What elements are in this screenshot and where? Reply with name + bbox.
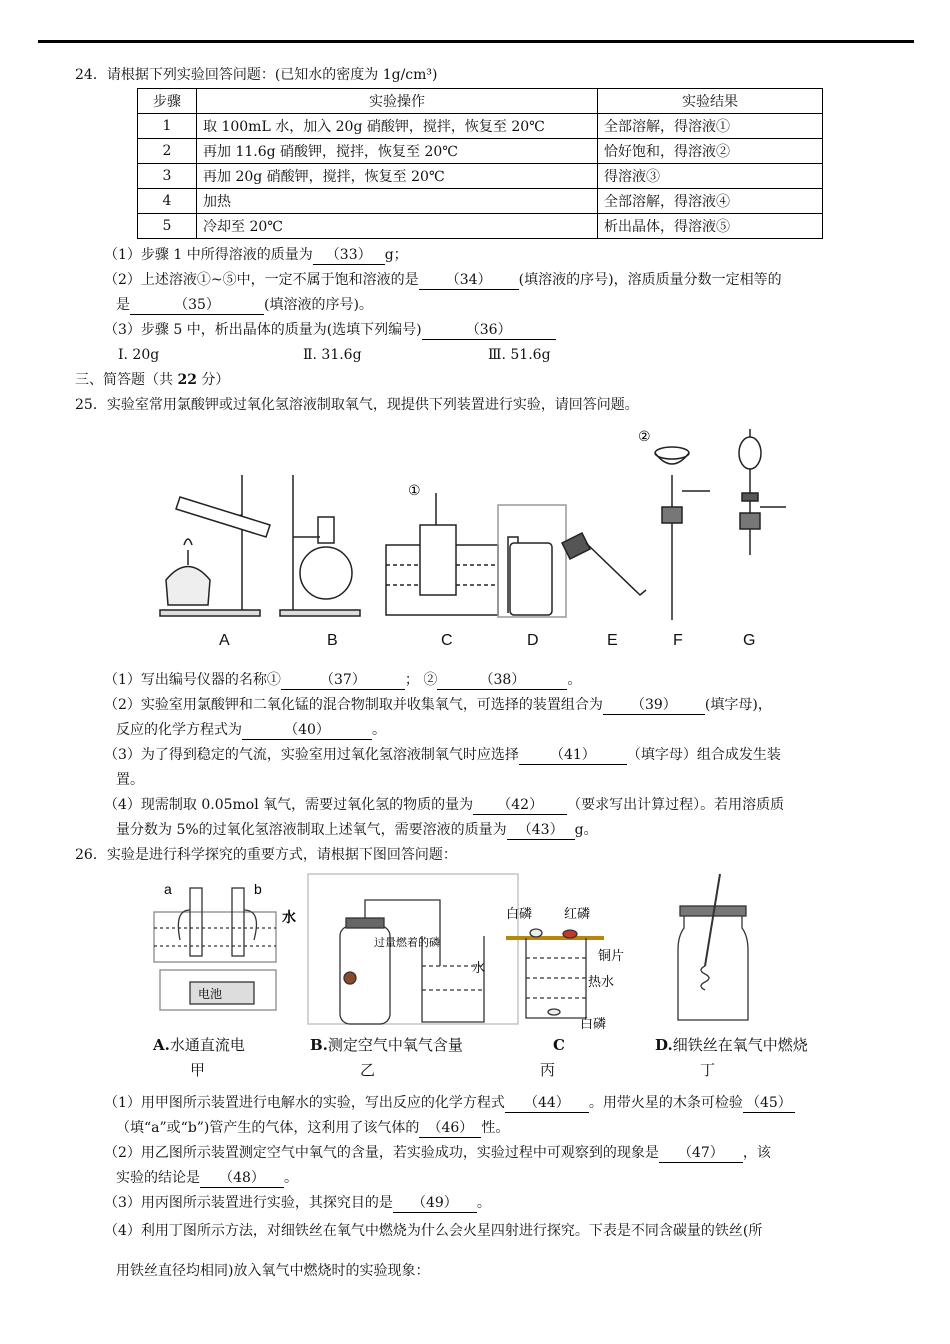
question-text: （2）实验室用氯酸钾和二氧化锰的混合物制取并收集氧气，可选择的装置组合为 [104,697,603,713]
table-header-row [138,89,823,114]
q26-part1-cont [116,1119,509,1138]
question-text: （填“a”或“b”)管产生的气体，这利用了该气体的 [116,1120,420,1136]
table-row [138,214,823,239]
caption-d [655,1036,808,1054]
apparatus-figure [150,425,800,625]
question-text: (填字母)， [704,697,772,713]
table-cell: 冷却至 20℃ [197,214,598,239]
question-text: 。用带火星的木条可检验 [588,1095,743,1111]
question-text: g； [384,247,408,263]
apparatus-label-d: D [527,632,539,649]
question-text: （要求写出计算过程）。若用溶质质 [567,797,785,813]
apparatus-b [280,475,360,616]
answer-blank-34[interactable]: （34） [419,271,519,290]
white-phosphorus-label-bottom: 白磷 [580,1017,607,1032]
apparatus-e [562,533,646,595]
question-text: （3）步骤 5 中，析出晶体的质量为(选填下列编号) [104,322,422,338]
answer-blank-41[interactable]: （41） [519,746,627,765]
q25-part4 [104,796,784,815]
section-heading [75,371,229,389]
question-text: ，该 [742,1145,771,1161]
table-cell: 5 [138,214,197,239]
caption-b [310,1036,463,1054]
label-mark-2: ② [638,429,651,445]
q25-part3-cont: 置。 [116,772,144,788]
q25-part2-cont [116,721,386,740]
table-cell: 2 [138,139,197,164]
caption-a [153,1036,245,1054]
question-text: 是 [116,297,130,313]
table-row [138,114,823,139]
caption-letter: A. [153,1036,170,1054]
option-2: Ⅱ. 31.6g [303,347,362,363]
question-text: 。 [476,1195,491,1211]
question-text: （3）为了得到稳定的气流，实验室用过氧化氢溶液制氧气时应选择 [104,747,519,763]
section-text: 分） [196,372,230,388]
apparatus-g [739,429,786,555]
table-cell: 加热 [197,189,598,214]
caption-text: 细铁丝在氧气中燃烧 [672,1036,808,1054]
answer-blank-37[interactable]: （37） [281,671,405,690]
battery-label: 电池 [198,987,223,1001]
question-text: 。 [284,1170,298,1186]
subcaption-b: 乙 [360,1061,376,1079]
q26-part1 [104,1094,795,1113]
answer-blank-43[interactable]: （43） [507,821,575,840]
question-text: （1）步骤 1 中所得溶液的质量为 [104,247,313,263]
answer-blank-35[interactable]: （35） [130,296,264,315]
caption-letter: B. [310,1036,328,1054]
answer-blank-49[interactable]: （49） [393,1194,477,1213]
table-cell: 全部溶解，得溶液① [598,114,823,139]
table-cell: 再加 20g 硝酸钾，搅拌，恢复至 20℃ [197,164,598,189]
caption-text: 测定空气中氧气含量 [327,1036,463,1054]
answer-blank-40[interactable]: （40） [242,721,372,740]
section-text: 三、简答题（共 [75,372,178,388]
apparatus-label-b: B [327,632,338,649]
question-text: ； ② [404,672,438,688]
answer-blank-44[interactable]: （44） [505,1094,589,1113]
q26-part4-cont: 用铁丝直径均相同)放入氧气中燃烧时的实验现象： [116,1263,430,1279]
oxygen-content-apparatus [308,874,518,1024]
q24-part3 [104,321,556,340]
apparatus-label-g: G [743,632,756,649]
experiment-figure [150,870,850,1035]
subcaption-d: 丁 [700,1061,716,1079]
q25-part3 [104,746,781,765]
answer-blank-45[interactable]: （45） [743,1094,795,1113]
table-cell: 取 100mL 水，加入 20g 硝酸钾，搅拌，恢复至 20℃ [197,114,598,139]
caption-c: C [553,1036,565,1054]
caption-letter: D. [655,1036,673,1054]
question-text: （2）用乙图所示装置测定空气中氧气的含量，若实验成功，实验过程中可观察到的现象是 [104,1145,659,1161]
question-text: （4）现需制取 0.05mol 氧气，需要过氧化氢的物质的量为 [104,797,474,813]
table-cell: 1 [138,114,197,139]
question-text: （填字母）组合成发生装 [626,747,781,763]
q25-part2 [104,696,772,715]
beaker-water-label: 水 [472,961,486,976]
answer-blank-39[interactable]: （39） [603,696,705,715]
table-header: 实验操作 [197,89,598,114]
table-row [138,189,823,214]
q25-part1 [104,671,581,690]
question-text: 。 [372,722,386,738]
answer-blank-42[interactable]: （42） [473,796,567,815]
answer-blank-33[interactable]: （33） [313,246,385,265]
white-phosphorus-label-top: 白磷 [506,907,533,922]
question-text: （3）用丙图所示装置进行实验，其探究目的是 [104,1195,393,1211]
question-text: 实验的结论是 [116,1170,200,1186]
answer-blank-47[interactable]: （47） [659,1144,743,1163]
option-3: Ⅲ. 51.6g [488,347,551,363]
option-1: Ⅰ. 20g [118,347,160,363]
caption-text: 水通直流电 [169,1036,245,1054]
q26-part2-cont [116,1169,298,1188]
q26-title: 26．实验是进行科学探究的重要方式，请根据下图回答问题： [75,847,457,863]
tube-label-a: a [164,881,172,897]
table-cell: 再加 11.6g 硝酸钾，搅拌，恢复至 20℃ [197,139,598,164]
q24-title: 24．请根据下列实验回答问题：(已知水的密度为 1g/cm³) [75,67,438,83]
table-cell: 析出晶体，得溶液⑤ [598,214,823,239]
apparatus-label-f: F [673,632,683,649]
tube-label-b: b [254,881,262,897]
label-mark-1: ① [408,483,421,499]
apparatus-label-c: C [441,632,453,649]
table-header: 实验结果 [598,89,823,114]
q24-part2 [104,271,782,290]
section-score: 22 [177,372,197,388]
q25-title: 25．实验室常用氯酸钾或过氧化氢溶液制取氧气，现提供下列装置进行实验，请回答问题。 [75,397,639,413]
answer-blank-36[interactable]: （36） [422,321,556,340]
iron-wire-apparatus [678,874,748,1020]
table-cell: 恰好饱和，得溶液② [598,139,823,164]
question-text: （1）用甲图所示装置进行电解水的实验，写出反应的化学方程式 [104,1095,505,1111]
table-cell: 得溶液③ [598,164,823,189]
answer-blank-38[interactable]: （38） [437,671,567,690]
q26-part4: （4）利用丁图所示方法，对细铁丝在氧气中燃烧为什么会火星四射进行探究。下表是不同含碳量的铁丝(所 [104,1223,763,1239]
question-text: (填溶液的序号)，溶质质量分数一定相等的 [518,272,782,288]
question-text: 。 [567,672,582,688]
question-text: 量分数为 5%的过氧化氢溶液制取上述氧气，需要溶液的质量为 [116,822,507,838]
question-text: 反应的化学方程式为 [116,722,242,738]
q24-part2-cont [116,296,373,315]
question-text: 性。 [481,1120,510,1136]
red-phosphorus-label: 红磷 [564,907,591,922]
question-text: (填溶液的序号)。 [264,297,373,313]
table-cell: 全部溶解，得溶液④ [598,189,823,214]
burning-phosphorus-label: 过量燃着的磷 [374,936,440,949]
question-text: g。 [574,822,598,838]
apparatus-c [386,493,498,615]
table-row [138,164,823,189]
apparatus-f [655,447,710,620]
answer-blank-48[interactable]: （48） [200,1169,284,1188]
apparatus-label-a: A [219,632,230,649]
subcaption-a: 甲 [190,1061,206,1079]
q24-part1 [104,246,408,265]
answer-blank-46[interactable]: （46） [419,1119,481,1138]
water-label: 水 [282,910,296,926]
q25-part4-cont [116,821,598,840]
table-cell: 4 [138,189,197,214]
question-text: （2）上述溶液①~⑤中，一定不属于饱和溶液的是 [104,272,419,288]
combustion-condition-apparatus [506,929,604,1018]
q26-part2 [104,1144,771,1163]
apparatus-label-e: E [607,632,618,649]
table-header: 步骤 [138,89,197,114]
table-row [138,139,823,164]
apparatus-a [160,475,270,616]
q26-part3 [104,1194,491,1213]
top-rule [38,40,914,43]
experiment-table [137,88,823,239]
copper-plate-label: 铜片 [598,949,625,964]
question-text: （1）写出编号仪器的名称① [104,672,281,688]
table-cell: 3 [138,164,197,189]
subcaption-c: 丙 [540,1061,556,1079]
hot-water-label: 热水 [588,975,615,990]
apparatus-d [498,505,566,617]
